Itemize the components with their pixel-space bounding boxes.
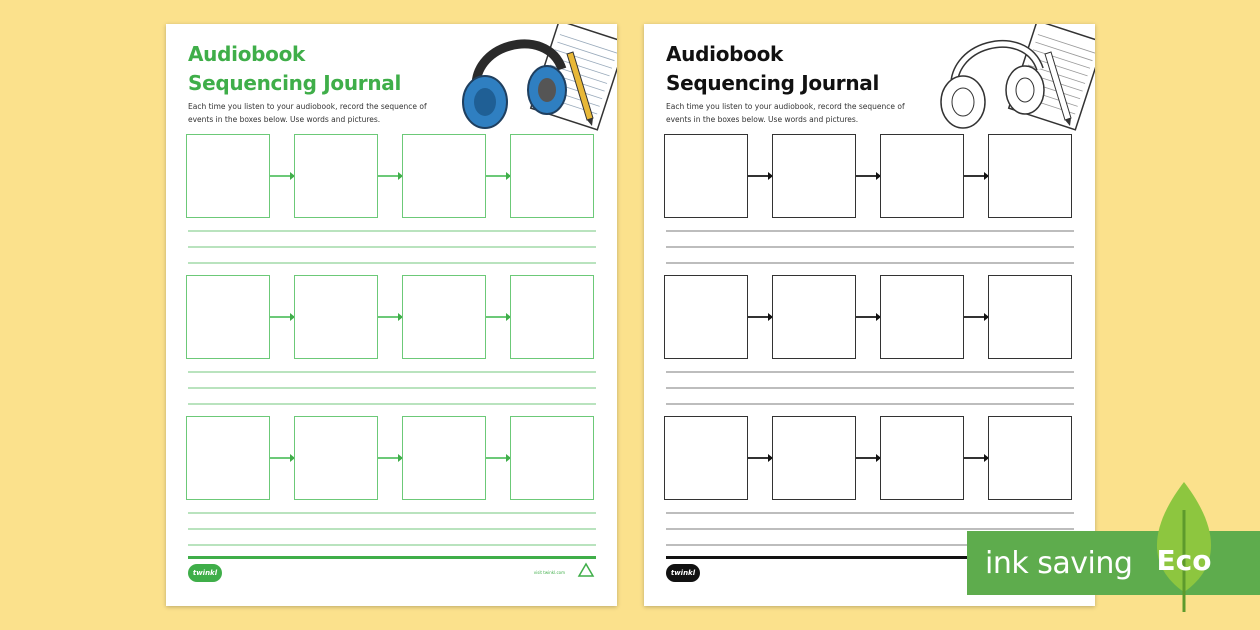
writing-line <box>666 230 1074 232</box>
writing-line <box>188 544 596 546</box>
arrow-icon <box>964 457 988 459</box>
arrow-icon <box>486 457 510 459</box>
writing-line <box>188 528 596 530</box>
writing-line <box>188 512 596 514</box>
writing-line <box>666 371 1074 373</box>
writing-line <box>666 512 1074 514</box>
arrow-icon <box>486 175 510 177</box>
arrow-icon <box>270 316 294 318</box>
sequence-box[interactable] <box>664 416 748 500</box>
instructions-text: Each time you listen to your audiobook, record the sequence of events in the boxes below. Use words and pictures. <box>666 102 905 124</box>
sequence-box[interactable] <box>772 275 856 359</box>
arrow-icon <box>270 457 294 459</box>
arrow-icon <box>856 457 880 459</box>
arrow-icon <box>486 316 510 318</box>
headphones-notepad-icon <box>925 24 1095 134</box>
sequence-row <box>664 134 1074 218</box>
sequence-box[interactable] <box>510 416 594 500</box>
sequence-box[interactable] <box>402 416 486 500</box>
arrow-icon <box>748 457 772 459</box>
sequence-box[interactable] <box>772 134 856 218</box>
sequence-row <box>664 416 1074 500</box>
writing-line <box>188 371 596 373</box>
writing-line <box>188 262 596 264</box>
arrow-icon <box>856 316 880 318</box>
sequence-box[interactable] <box>880 134 964 218</box>
instructions-text: Each time you listen to your audiobook, record the sequence of events in the boxes below. Use words and pictures. <box>188 102 427 124</box>
sequence-box[interactable] <box>988 416 1072 500</box>
sequence-row <box>186 416 596 500</box>
arrow-icon <box>964 175 988 177</box>
title-line-2: Sequencing Journal <box>188 71 402 95</box>
headphones-notepad-icon <box>447 24 617 134</box>
arrow-icon <box>378 457 402 459</box>
arrow-icon <box>378 175 402 177</box>
arrow-icon <box>856 175 880 177</box>
page-title <box>666 40 879 98</box>
twinkl-logo: twinkl <box>666 564 700 582</box>
ink-saving-label: ink saving <box>985 545 1133 581</box>
sequence-box[interactable] <box>294 275 378 359</box>
sequence-box[interactable] <box>294 134 378 218</box>
title-line-1: Audiobook <box>666 42 784 66</box>
worksheet-colour <box>166 24 617 606</box>
writing-line <box>188 246 596 248</box>
sequence-box[interactable] <box>186 275 270 359</box>
footer-url: visit twinkl.com <box>533 570 565 575</box>
arrow-icon <box>748 316 772 318</box>
arrow-icon <box>378 316 402 318</box>
sequence-box[interactable] <box>664 134 748 218</box>
writing-line <box>188 230 596 232</box>
sequence-box[interactable] <box>664 275 748 359</box>
sequence-row <box>186 275 596 359</box>
sequence-box[interactable] <box>402 134 486 218</box>
worksheet-ink-saving <box>644 24 1095 606</box>
page-title <box>188 40 401 98</box>
sequence-box[interactable] <box>880 416 964 500</box>
sequence-box[interactable] <box>402 275 486 359</box>
headphones-icon <box>463 44 566 128</box>
footer-divider <box>188 556 596 559</box>
arrow-icon <box>964 316 988 318</box>
sequence-box[interactable] <box>510 275 594 359</box>
title-line-1: Audiobook <box>188 42 306 66</box>
sequence-box[interactable] <box>186 416 270 500</box>
arrow-icon <box>748 175 772 177</box>
sequence-row <box>186 134 596 218</box>
writing-line <box>188 403 596 405</box>
writing-line <box>188 387 596 389</box>
twinkl-logo: twinkl <box>188 564 222 582</box>
sequence-box[interactable] <box>510 134 594 218</box>
writing-line <box>666 528 1074 530</box>
sequence-box[interactable] <box>988 275 1072 359</box>
sequence-box[interactable] <box>186 134 270 218</box>
sequence-box[interactable] <box>988 134 1072 218</box>
sequence-box[interactable] <box>772 416 856 500</box>
corner-badge-icon <box>577 562 595 578</box>
sequence-row <box>664 275 1074 359</box>
arrow-icon <box>270 175 294 177</box>
title-line-2: Sequencing Journal <box>666 71 880 95</box>
sequence-box[interactable] <box>880 275 964 359</box>
eco-badge-label: Eco <box>1156 544 1212 577</box>
writing-line <box>666 403 1074 405</box>
writing-line <box>666 246 1074 248</box>
writing-line <box>666 262 1074 264</box>
headphones-icon <box>941 44 1044 128</box>
sequence-box[interactable] <box>294 416 378 500</box>
writing-line <box>666 387 1074 389</box>
